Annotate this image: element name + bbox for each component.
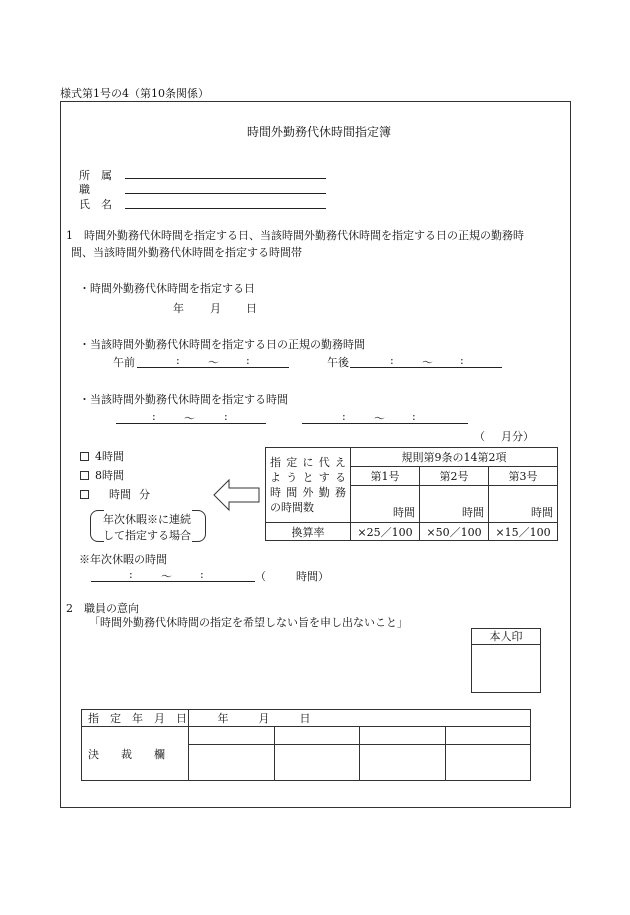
approval-stamp-cell-4[interactable] [445, 745, 530, 781]
approval-stamp-cell-2[interactable] [274, 745, 359, 781]
slot1-colon-1: : [152, 410, 156, 423]
designated-date-label: 指 定 年 月 日 [82, 710, 189, 727]
note-line1: 年次休暇※に連続 [103, 513, 191, 526]
note-line2: して指定する場合 [103, 529, 191, 542]
approval-header-cell-4[interactable] [445, 727, 530, 745]
annual-leave-colon-2: : [200, 568, 204, 581]
slot2-colon-1: : [342, 410, 346, 423]
col-header-3: 第3号 [489, 467, 558, 486]
bullet-regular-hours: ・当該時間外勤務代休時間を指定する日の正規の勤務時間 [79, 338, 365, 351]
am-colon-1: : [176, 354, 180, 367]
am-colon-2: : [246, 354, 250, 367]
hours-cell-2[interactable]: 時間 [420, 486, 489, 523]
slot1-tilde: ～ [184, 412, 195, 425]
am-tilde: ～ [208, 356, 219, 369]
rate-3: ×15／100 [489, 523, 558, 541]
option-custom-hours[interactable]: 時間 分 [80, 486, 150, 502]
pm-label: 午後 [327, 356, 349, 369]
form-code: 様式第1号の4（第10条関係） [60, 87, 209, 100]
slot2-colon-2: : [412, 410, 416, 423]
approval-header-cell-3[interactable] [360, 727, 445, 745]
am-hours-input-line[interactable] [137, 367, 289, 368]
affiliation-input-line[interactable] [125, 178, 326, 179]
rate-table-left-header: 指定に代え ようとする 時間外勤務 の時間数 [266, 448, 351, 523]
approval-header-cell-2[interactable] [274, 727, 359, 745]
checkbox-icon[interactable] [80, 471, 89, 480]
annual-leave-input-line[interactable] [91, 581, 255, 582]
rate-table [265, 447, 558, 541]
pm-colon-2: : [460, 354, 464, 367]
option-8-hours[interactable]: 8時間 [80, 467, 124, 483]
bullet-designated-slot: ・当該時間外勤務代休時間を指定する時間 [79, 393, 288, 406]
month-paren-close: 月分） [501, 430, 534, 443]
pm-tilde: ～ [422, 356, 433, 369]
pm-colon-1: : [390, 354, 394, 367]
slot2-input-line[interactable] [302, 423, 468, 424]
approval-stamp-cell-3[interactable] [360, 745, 445, 781]
approval-table [81, 709, 531, 781]
name-input-line[interactable] [125, 208, 326, 209]
section1-heading-line1: 1 時間外勤務代休時間を指定する日、当該時間外勤務代休時間を指定する日の正規の勤務時 [66, 229, 524, 242]
annual-leave-tilde: ～ [161, 570, 172, 583]
slot1-input-line[interactable] [116, 423, 266, 424]
approval-label: 決 裁 欄 [82, 727, 189, 781]
section2-heading: 2 職員の意向 [66, 602, 139, 615]
rate-2: ×50／100 [420, 523, 489, 541]
date-month-label: 月 [210, 302, 221, 315]
field-label-position: 職 [79, 183, 90, 196]
col-header-2: 第2号 [420, 467, 489, 486]
rate-1: ×25／100 [351, 523, 420, 541]
annual-leave-colon-1: : [129, 568, 133, 581]
page-title: 時間外勤務代休時間指定簿 [247, 125, 392, 139]
date-year-label: 年 [173, 302, 184, 315]
hours-cell-1[interactable]: 時間 [351, 486, 420, 523]
field-label-affiliation: 所 属 [79, 169, 112, 182]
am-label: 午前 [113, 356, 135, 369]
pm-hours-input-line[interactable] [350, 367, 502, 368]
checkbox-icon[interactable] [80, 452, 89, 461]
approval-stamp-cell-1[interactable] [189, 745, 274, 781]
month-paren-open: （ [474, 430, 485, 443]
annual-leave-paren-close: 時間） [296, 570, 329, 583]
annual-leave-label: ※年次休暇の時間 [79, 553, 167, 566]
rate-label: 換算率 [266, 523, 351, 541]
section1-heading-line2: 間、当該時間外勤務代休時間を指定する時間帯 [71, 246, 302, 259]
hours-cell-3[interactable]: 時間 [489, 486, 558, 523]
slot2-tilde: ～ [374, 412, 385, 425]
designated-date-value[interactable]: 年 月 日 [189, 710, 531, 727]
date-day-label: 日 [246, 302, 257, 315]
option-4-hours[interactable]: 4時間 [80, 448, 124, 464]
col-header-1: 第1号 [351, 467, 420, 486]
approval-header-cell-1[interactable] [189, 727, 274, 745]
position-input-line[interactable] [125, 193, 326, 194]
section2-statement: 「時間外勤務代休時間の指定を希望しない旨を申し出ないこと」 [89, 616, 408, 629]
left-arrow-icon [212, 478, 262, 512]
seal-label: 本人印 [471, 628, 541, 645]
annual-leave-paren-open: （ [255, 570, 266, 583]
rule-header: 規則第9条の14第2項 [351, 448, 558, 467]
checkbox-icon[interactable] [80, 490, 89, 499]
slot1-colon-2: : [224, 410, 228, 423]
field-label-name: 氏 名 [79, 198, 112, 211]
bullet-designated-day: ・時間外勤務代休時間を指定する日 [79, 282, 255, 295]
